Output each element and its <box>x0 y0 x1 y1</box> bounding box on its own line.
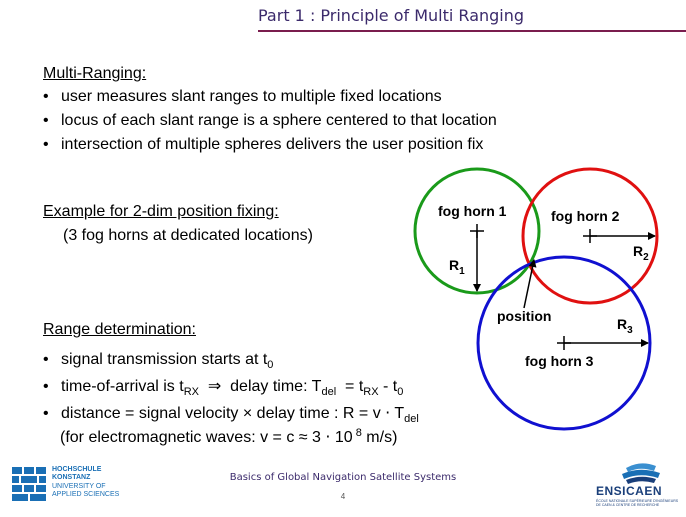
footer-course-title: Basics of Global Navigation Satellite Systems <box>229 472 457 483</box>
example-line: (3 fog horns at dedicated locations) <box>63 227 313 244</box>
range-bullet-1: • signal transmission starts at $t_0$ <box>43 351 274 371</box>
label-position: position <box>497 308 552 324</box>
range-bullet-3: • distance = signal velocity × delay time : $R = v \cdot T_{del}$ <box>43 405 419 425</box>
range-bullet-2: • time-of-arrival is $t_{RX}$ ⇒ delay time: $T_{del} = t_{RX} - t_0$ <box>43 378 404 398</box>
university-name: HOCHSCHULE KONSTANZ UNIVERSITY OF APPLIED SCIENCES <box>52 466 120 498</box>
multi-bullet-2: • locus of each slant range is a sphere centered to that location <box>43 112 497 129</box>
multi-ranging-heading: Multi-Ranging: <box>43 65 147 82</box>
label-fog-horn-2: fog horn 2 <box>551 208 620 224</box>
page-title: Part 1 : Principle of Multi Ranging <box>258 6 525 25</box>
htwg-logo <box>12 467 46 501</box>
label-r2: $R_2$ <box>633 243 649 263</box>
multi-bullet-3: • intersection of multiple spheres delivers the user position fix <box>43 136 484 153</box>
ensicaen-name: ENSICAEN <box>596 484 663 498</box>
ensicaen-logo <box>622 463 660 484</box>
range-em-waves: (for electromagnetic waves: v = c ≈ 3 ⋅ 10 $^8$ m/s) <box>60 427 398 446</box>
page-number: 4 <box>340 492 346 501</box>
label-fog-horn-1: fog horn 1 <box>438 203 507 219</box>
example-heading: Example for 2-dim position fixing: <box>43 203 279 220</box>
label-fog-horn-3: fog horn 3 <box>525 353 594 369</box>
ensicaen-subtitle: ÉCOLE NATIONALE SUPÉRIEURE D'INGÉNIEURS DE CAEN & CENTRE DE RECHERCHE <box>596 499 679 507</box>
label-r3: $R_3$ <box>617 316 633 336</box>
label-r1: $R_1$ <box>449 257 465 277</box>
multi-bullet-1: • user measures slant ranges to multiple fixed locations <box>43 88 442 105</box>
range-heading: Range determination: <box>43 321 196 338</box>
